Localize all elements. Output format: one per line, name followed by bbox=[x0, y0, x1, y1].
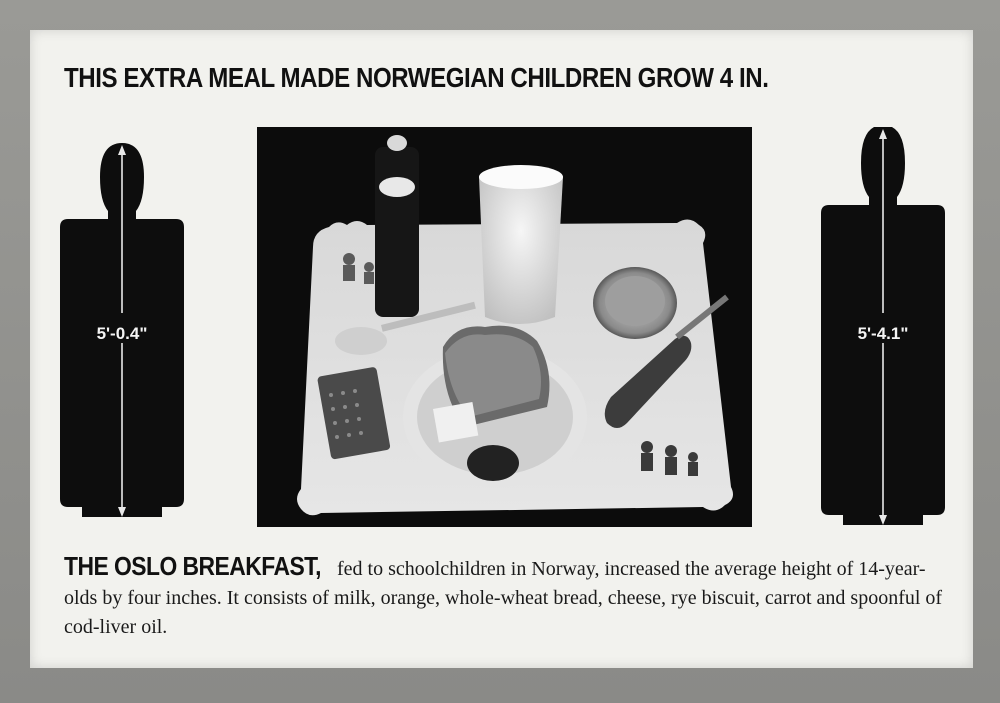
breakfast-photo bbox=[257, 127, 752, 527]
silhouette-before-icon bbox=[52, 127, 192, 527]
caption-lead: THE OSLO BREAKFAST, bbox=[64, 551, 321, 581]
caption-body: fed to schoolchildren in Norway, increased the average height of 14-year-olds by four inches. It consists of milk, orange, whole-wheat bread, cheese, rye biscuit, carrot and spoonful of cod-liver oil. bbox=[64, 558, 943, 638]
headline: THIS EXTRA MEAL MADE NORWEGIAN CHILDREN GROW 4 IN. bbox=[64, 62, 769, 93]
silhouette-after-icon bbox=[813, 127, 953, 527]
breakfast-photo-image bbox=[257, 127, 752, 527]
child-silhouette-before bbox=[52, 127, 192, 527]
child-silhouette-after bbox=[813, 127, 953, 527]
before-height-label: 5'-0.4" bbox=[96, 324, 148, 343]
after-height-label: 5'-4.1" bbox=[857, 324, 909, 343]
clipping-paper bbox=[30, 30, 973, 668]
caption bbox=[64, 552, 944, 642]
